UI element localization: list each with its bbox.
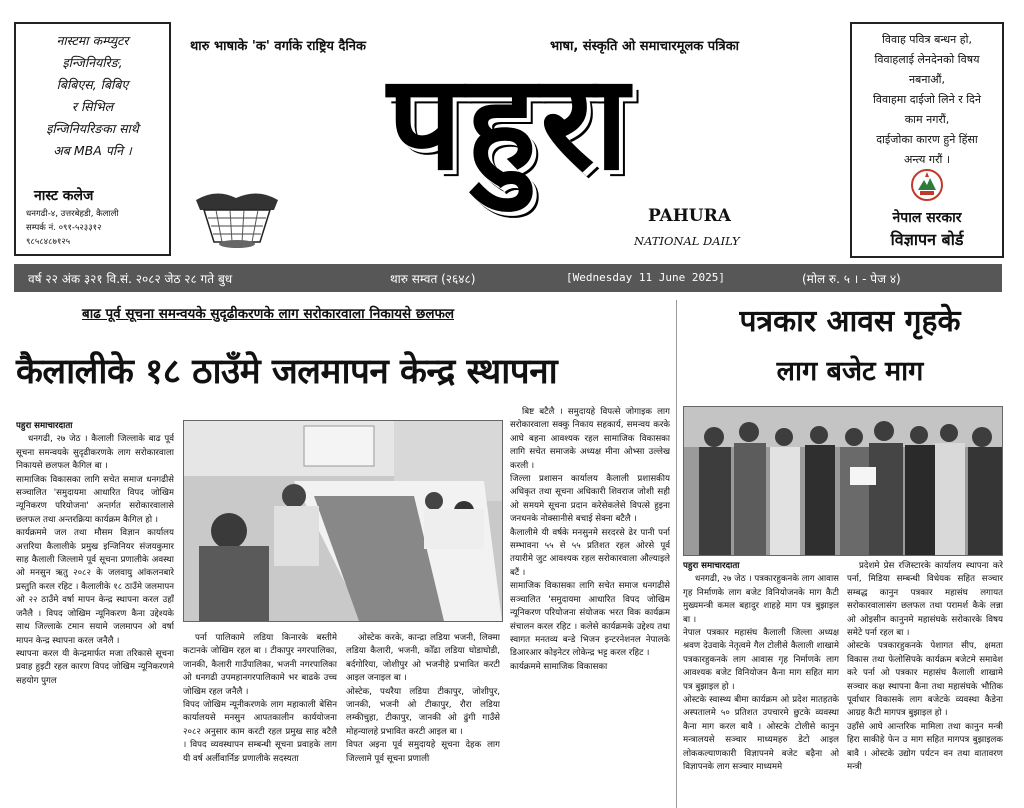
ad-line: नास्टमा कम्प्युटर <box>56 33 129 48</box>
masthead-title[interactable]: पहुरा <box>387 46 633 200</box>
tharu-era: थारु सम्वत (२६४८) <box>390 272 476 286</box>
lead-body-1: धनगढी, २७ जेठ । कैलाली जिल्लाके बाढ पूर्व सूचना समन्वयके सुदृढीकरणके लाग सरोकारवाला निकायसे छलफल कैगिल बा । सामाजिक विकासका लागि सचेत समाज धनगढीसे सञ्चालित 'समुदायमा आधारित विपद जोखिम न्यूनिकरण परियोजना' अन्तर्गत सरोकारवालासे छलफल तथा अन्तरक्रिया कार्यक्रम कैगिल हो । कार्यक्रममे जल तथा मौसम विज्ञान कार्यालय अत्तरिया कैलालीके प्रमुख इन्जिनियर संजयकुमार साह कैलाली जिल्लामे पूर्व सूचना प्रणालीके अवस्था ओ मनसुन ऋतु २०८२ के जलवायु आंकलनबारे प्रस्तुति करल रहिट । कैलालीके १८ ठाउँमे जलमापन ओ २२ ठाउँमे वर्षा मापन केन्द्र स्थापना करल उहाँ जनैलै । विपद जोखिम न्यूनिकरण कैना उद्देश्यके साथ जिल्लाके टमान सयामे जलमापन ओ वर्षा मापन केन्द्र स्थापना करल जनैलै । स्थापना करल यी केन्द्रमार्फत मजा तरिकासे सूचना प्रवाह हुइटी रहल कारण विपद जोखिम न्यूनिकरणमे सहयोग पुगल <box>16 434 174 686</box>
ad-mobile: ९८५८४८७१२५ <box>26 237 71 247</box>
ad-org: नेपाल सरकार <box>892 210 962 226</box>
lead-byline: पहुरा समाचारदाता <box>16 421 73 431</box>
second-column-2 <box>847 560 1003 808</box>
ad-address: धनगढी-४, उत्तरबेहडी, कैलाली <box>26 209 119 219</box>
second-byline: पहुरा समाचारदाता <box>683 561 740 571</box>
lead-body-2: पर्ना पालिकामे लडिया किनारके बस्तीमे कटानके जोखिम रहल बा । टीकापुर नगरपालिका, जानकी, कैलारी गाउँपालिका, भजनी नगरपालिका ओ धनगढी उपमहानगरपालिकामे भर बाढके उच्च जोखिम रहल जनैलै । विपद जोखिम न्यूनीकरणके लाग महाकाली बेसिन कार्यालयसे मनसुन आपतकालीन कार्ययोजना २०८२ अनुसार काम करटी रहल प्रमुख साह बटैलै । विपद व्यवस्थापन सम्बन्धी सूचना प्रवाहके लाग यी वर्ष अर्लीवार्निङ प्रणालीके सदस्यता <box>183 633 337 764</box>
second-body-2: प्रदेशमे प्रेस रजिस्टारके कार्यालय स्थापना करे पर्ना, मिडिया सम्बन्धी विधेयक सहित सञ्चार सम्बद्ध कानुन पत्रकार महासंघ लगायत सरोकारवालासंग छलफल तथा परामर्श कैके लन्ना ओ ओइसीन कानुनमे महासंघके सरोकारके विषय समेटे पर्ना रहल बा । ओस्टके पत्रकारहुकनके पेशागत सीप, क्षमता विकास तथा फेलोसिपके कार्यक्रम बजेटमे समावेश करे पर्ना ओ पत्रकार महासंघ कैलाली शाखामे सञ्चार कक्ष स्थापना कैना तथा महासंघके भौतिक पूर्वाधार विकासके लाग बजेटके व्यवस्था कैडेना आग्रह कैटी मागपत्र बुझाइल हो । उहाँसे आघे आन्तरिक मामिला तथा कानुन मन्त्री हिरा साकीहे फेन उ माग सहित मागपत्र बुझाइलक बावै । ओस्टके उद्योग पर्यटन वन तथा वातावरण मन्त्री <box>847 561 1003 773</box>
lead-column-2 <box>183 632 337 808</box>
issue-info: वर्ष २२ अंक ३२१ वि.सं. २०८२ जेठ २८ गते बुध <box>28 272 233 286</box>
price-info: (मोल रु. ५ । - पेज ४) <box>802 272 901 286</box>
lead-body-3: ओस्टेक करके, कान्द्रा लडिया भजनी, लिक्मा लडिया कैलारी, भजनी, कोँढा लडिया घोडाघोडी, बर्दगोरिया, जोशीपुर ओ भजनीहे प्रभावित करटी आइल जनाइल बा । ओस्टेक, पथरैया लडिया टीकापुर, जोशीपुर, जानकी, भजनी ओ टीकापुर, रौरा लडिया लम्कीचुहा, टीकापुर, जानकी ओ ढुंगी गाउँसे मोहन्यालहे प्रभावित करटी आइल बा । विपत अइना पूर्व समुदायहे सूचना देहक लाग जिल्लामे पूर्व सूचना प्रणाली <box>346 633 500 764</box>
column-divider <box>676 300 677 808</box>
ad-line: दाईजोका कारण हुने हिंसा <box>876 133 978 146</box>
ad-line: अन्त्य गरौं । <box>903 153 951 166</box>
ad-board: विज्ञापन बोर्ड <box>890 230 964 249</box>
lead-column-4 <box>510 406 670 808</box>
english-date: [Wednesday 11 June 2025] <box>566 271 725 284</box>
second-headline-line1[interactable]: पत्रकार आवस गृहके <box>739 304 961 339</box>
masthead-subtitle-english: NATIONAL DAILY <box>634 234 740 248</box>
masthead-tagline-left: थारु भाषाके 'क' वर्गाके राष्ट्रिय दैनिक <box>190 39 366 54</box>
dateline-bar <box>14 264 1002 292</box>
ad-line: विवाहमा दाईजो लिने र दिने <box>873 93 981 106</box>
ad-line: विवाहलाई लेनदेनको विषय <box>874 53 980 66</box>
ad-phone: सम्पर्क नं. ०९१-५२३३१२ <box>26 223 102 233</box>
second-column-1 <box>683 560 839 808</box>
second-headline-line2[interactable]: लाग बजेट माग <box>776 356 924 387</box>
ad-college-name: नास्ट कलेज <box>34 188 94 204</box>
ad-line: काम नगरौं, <box>904 113 950 126</box>
masthead-tagline-right: भाषा, संस्कृति ओ समाचारमूलक पत्रिका <box>550 39 740 54</box>
ad-line: नबनाऔं, <box>908 73 946 86</box>
ad-line: बिबिएस, बिबिए <box>56 77 129 92</box>
right-advertisement[interactable] <box>850 22 1004 258</box>
lead-kicker[interactable]: बाढ पूर्व सूचना समन्वयके सुदृढीकरणके लाग सरोकारवाला निकायसे छलफल <box>82 306 455 322</box>
ad-line: इन्जिनियरिङका साथै <box>46 121 139 136</box>
lead-column-1 <box>16 420 174 808</box>
ad-line: अब MBA पनि । <box>53 143 132 158</box>
left-advertisement[interactable] <box>14 22 171 256</box>
ad-line: इन्जिनियरिङ, <box>62 55 123 70</box>
lead-headline[interactable]: कैलालीके १८ ठाउँमे जलमापन केन्द्र स्थापना <box>16 352 558 392</box>
ad-line: विवाह पवित्र बन्धन हो, <box>882 33 972 46</box>
masthead-title-english: PAHURA <box>648 206 731 226</box>
second-body-1: धनगढी, २७ जेठ । पत्रकारहुकनके लाग आवास गृह निर्माणके लाग बजेट विनियोजनके माग कैटी मुख्यमन्त्री कमल बहादुर शाहहे माग पत्र बुझाइल बा । नेपाल पत्रकार महासंघ कैलाली जिल्ला अध्यक्ष श्रवण देउवाके नेतृत्वमे गैल टोलीसे कैलाली शाखामे पत्रकारहुकनके लाग आवास गृह निर्माणके लाग आवश्यक बजेट विनियोजन कैना माग सहित माग पत्र बुझाइल हो । ओस्टके स्वास्थ्य बीमा कार्यक्रम ओ प्रदेश मातहतके अस्पतालमे ५० प्रतिशत उपचारमे छुटके व्यवस्था कैना माग करल बावै । ओस्टके टोलीसे कानुन मन्त्रालयसे सञ्चार माध्यमहरु डेटो आइल लोककल्याणकारी विज्ञापनमे बजेट बढ़ैना ओ विज्ञापनके लाग सञ्चार माध्यममे <box>683 574 839 773</box>
masthead-emblem-icon <box>186 188 288 250</box>
ad-line: र सिभिल <box>71 99 114 114</box>
second-photo-delegation <box>683 406 1003 556</box>
lead-column-3 <box>346 632 500 808</box>
nepal-emblem-icon <box>910 168 944 202</box>
lead-photo-meeting <box>183 420 503 622</box>
lead-body-4: बिष्ट बटैलै । समुदायहे विपत्से जोगाइक लाग सरोकारवाला सक्कु निकाय सहकार्य, समन्वय करके आघे बहना आवश्यक रहल सामाजिक विकासका लागि सचेत समाजके अध्यक्ष मीना ओभ्सा उल्लेख करली । जिल्ला प्रशासन कार्यालय कैलाली प्रशासकीय अधिकृत तथा सूचना अधिकारी शिवराज जोशी सही ओ समयमे सूचना प्रदान करेसेकलेसे विपत्से हुइना जनधनके नोक्सानीसे बचाई सेक्ना बटैलै । कैलालीमे यी वर्षके मनसुनमे सरदरसे ढेर पानी पर्ना सम्भावना ५५ से ५५ प्रतिशत रहल ओरसे पूर्व तयारीमे जुट आवश्यक रहल सरोकारवाला औल्याइले बटैं । सामाजिक विकासका लागि सचेत समाज धनगढीसे सञ्चालित 'समुदायमा आधारित विपद जोखिम न्यूनिकरण परियोजना संयोजक भरत विक कार्यक्रम संचालन करल रहिट । कलेसे कार्यक्रमके उद्देश्य तथा स्वागत मनतव्य बन्डे भिजन इन्टरनेशनल नेपालके डिआरआर कोइनेटर लोकेन्द्र भट्ट करल रहिट । कार्यक्रममे सामाजिक विकासका <box>510 407 670 672</box>
